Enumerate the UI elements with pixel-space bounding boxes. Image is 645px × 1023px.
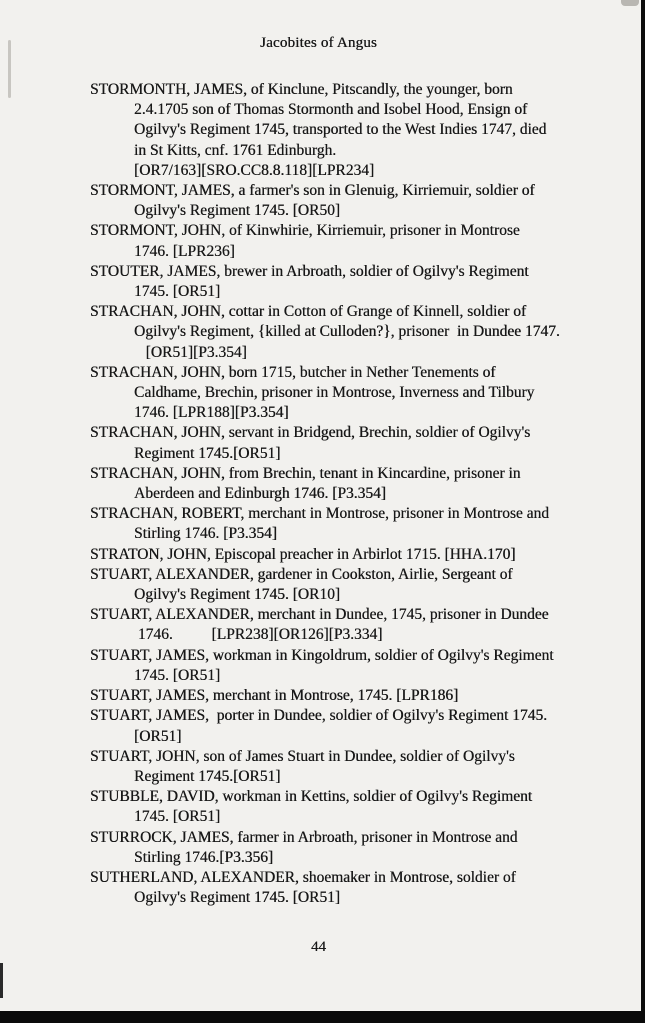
entry-first-line: STRACHAN, JOHN, servant in Bridgend, Brechin, soldier of Ogilvy's: [90, 424, 531, 442]
entry-continuation-line: Aberdeen and Edinburgh 1746. [P3.354]: [134, 485, 386, 503]
entry-list: [90, 80, 630, 908]
entry-continuation-line: Ogilvy's Regiment, {killed at Culloden?}, prisoner in Dundee 1747.: [134, 323, 560, 341]
entry-continuation-line: Ogilvy's Regiment 1745. [OR10]: [134, 586, 341, 604]
entry: [90, 868, 630, 908]
entry: [90, 181, 630, 221]
entry: [90, 706, 630, 746]
entry-continuation-line: 1746. [LPR238][OR126][P3.334]: [134, 626, 383, 644]
entry: [90, 747, 630, 787]
entry-first-line: STRACHAN, JOHN, from Brechin, tenant in Kincardine, prisoner in: [90, 464, 521, 482]
entry-continuation-line: Caldhame, Brechin, prisoner in Montrose, Inverness and Tilbury: [134, 384, 535, 402]
page-number: 44: [311, 939, 326, 955]
entry: [90, 464, 630, 504]
entry: [90, 262, 630, 302]
entry-continuation-line: Regiment 1745.[OR51]: [134, 444, 281, 462]
entry-first-line: STRATON, JOHN, Episcopal preacher in Arbirlot 1715. [HHA.170]: [90, 545, 516, 563]
entry-first-line: STUART, JAMES, workman in Kingoldrum, soldier of Ogilvy's Regiment: [90, 646, 554, 664]
entry: [90, 302, 630, 363]
entry-continuation-line: in St Kitts, cnf. 1761 Edinburgh.: [134, 141, 337, 159]
entry-first-line: STUART, ALEXANDER, merchant in Dundee, 1745, prisoner in Dundee: [90, 606, 549, 624]
entry: [90, 787, 630, 827]
entry-first-line: STRACHAN, JOHN, cottar in Cotton of Grange of Kinnell, soldier of: [90, 303, 527, 321]
entry-continuation-line: 1745. [OR51]: [134, 283, 221, 301]
entry-first-line: STRACHAN, ROBERT, merchant in Montrose, prisoner in Montrose and: [90, 505, 549, 523]
entry-continuation-line: [OR7/163][SRO.CC8.8.118][LPR234]: [134, 161, 375, 179]
entry-continuation-line: 1746. [LPR188][P3.354]: [134, 404, 289, 422]
entry: [90, 828, 630, 868]
scan-mark-bottom-left: [0, 963, 3, 998]
scan-edge-bottom: [0, 1011, 645, 1023]
scan-smudge-top-right: [621, 0, 639, 6]
entry-first-line: STORMONT, JAMES, a farmer's son in Glenuig, Kirriemuir, soldier of: [90, 182, 535, 200]
entry-continuation-line: [OR51]: [134, 727, 182, 745]
scan-edge-right: [641, 0, 645, 1023]
entry-first-line: STURROCK, JAMES, farmer in Arbroath, prisoner in Montrose and: [90, 828, 518, 846]
entry-first-line: STUART, JOHN, son of James Stuart in Dundee, soldier of Ogilvy's: [90, 747, 515, 765]
entry-first-line: STUBBLE, DAVID, workman in Kettins, soldier of Ogilvy's Regiment: [90, 788, 533, 806]
entry: [90, 80, 630, 181]
entry-first-line: STUART, JAMES, merchant in Montrose, 1745. [LPR186]: [90, 687, 459, 705]
entry-first-line: STRACHAN, JOHN, born 1715, butcher in Nether Tenements of: [90, 363, 496, 381]
entry-continuation-line: Ogilvy's Regiment 1745, transported to the West Indies 1747, died: [134, 121, 547, 139]
entry-continuation-line: 1746. [LPR236]: [134, 242, 235, 260]
entry: [90, 565, 630, 605]
entry-continuation-line: 1745. [OR51]: [134, 808, 221, 826]
entry: [90, 686, 630, 706]
entry: [90, 545, 630, 565]
entry-first-line: STUART, ALEXANDER, gardener in Cookston, Airlie, Sergeant of: [90, 565, 513, 583]
entry-first-line: SUTHERLAND, ALEXANDER, shoemaker in Montrose, soldier of: [90, 868, 516, 886]
entry-first-line: STUART, JAMES, porter in Dundee, soldier of Ogilvy's Regiment 1745.: [90, 707, 548, 725]
entry-continuation-line: 1745. [OR51]: [134, 666, 221, 684]
entry-continuation-line: Stirling 1746.[P3.356]: [134, 848, 274, 866]
entry: [90, 221, 630, 261]
entry-continuation-line: 2.4.1705 son of Thomas Stormonth and Isobel Hood, Ensign of: [134, 101, 528, 119]
entry-first-line: STORMONTH, JAMES, of Kinclune, Pitscandly, the younger, born: [90, 81, 513, 98]
entry-continuation-line: Stirling 1746. [P3.354]: [134, 525, 277, 543]
entry: [90, 363, 630, 424]
entry-continuation-line: Ogilvy's Regiment 1745. [OR50]: [134, 202, 341, 220]
entry: [90, 423, 630, 463]
running-header: Jacobites of Angus: [260, 35, 377, 51]
entry: [90, 504, 630, 544]
entry-continuation-line: Regiment 1745.[OR51]: [134, 767, 281, 785]
entry-first-line: STOUTER, JAMES, brewer in Arbroath, soldier of Ogilvy's Regiment: [90, 262, 529, 280]
entry: [90, 605, 630, 645]
entry-continuation-line: Ogilvy's Regiment 1745. [OR51]: [134, 889, 341, 907]
entry: [90, 646, 630, 686]
entry-continuation-line: [OR51][P3.354]: [134, 343, 247, 361]
entry-first-line: STORMONT, JOHN, of Kinwhirie, Kirriemuir, prisoner in Montrose: [90, 222, 520, 240]
